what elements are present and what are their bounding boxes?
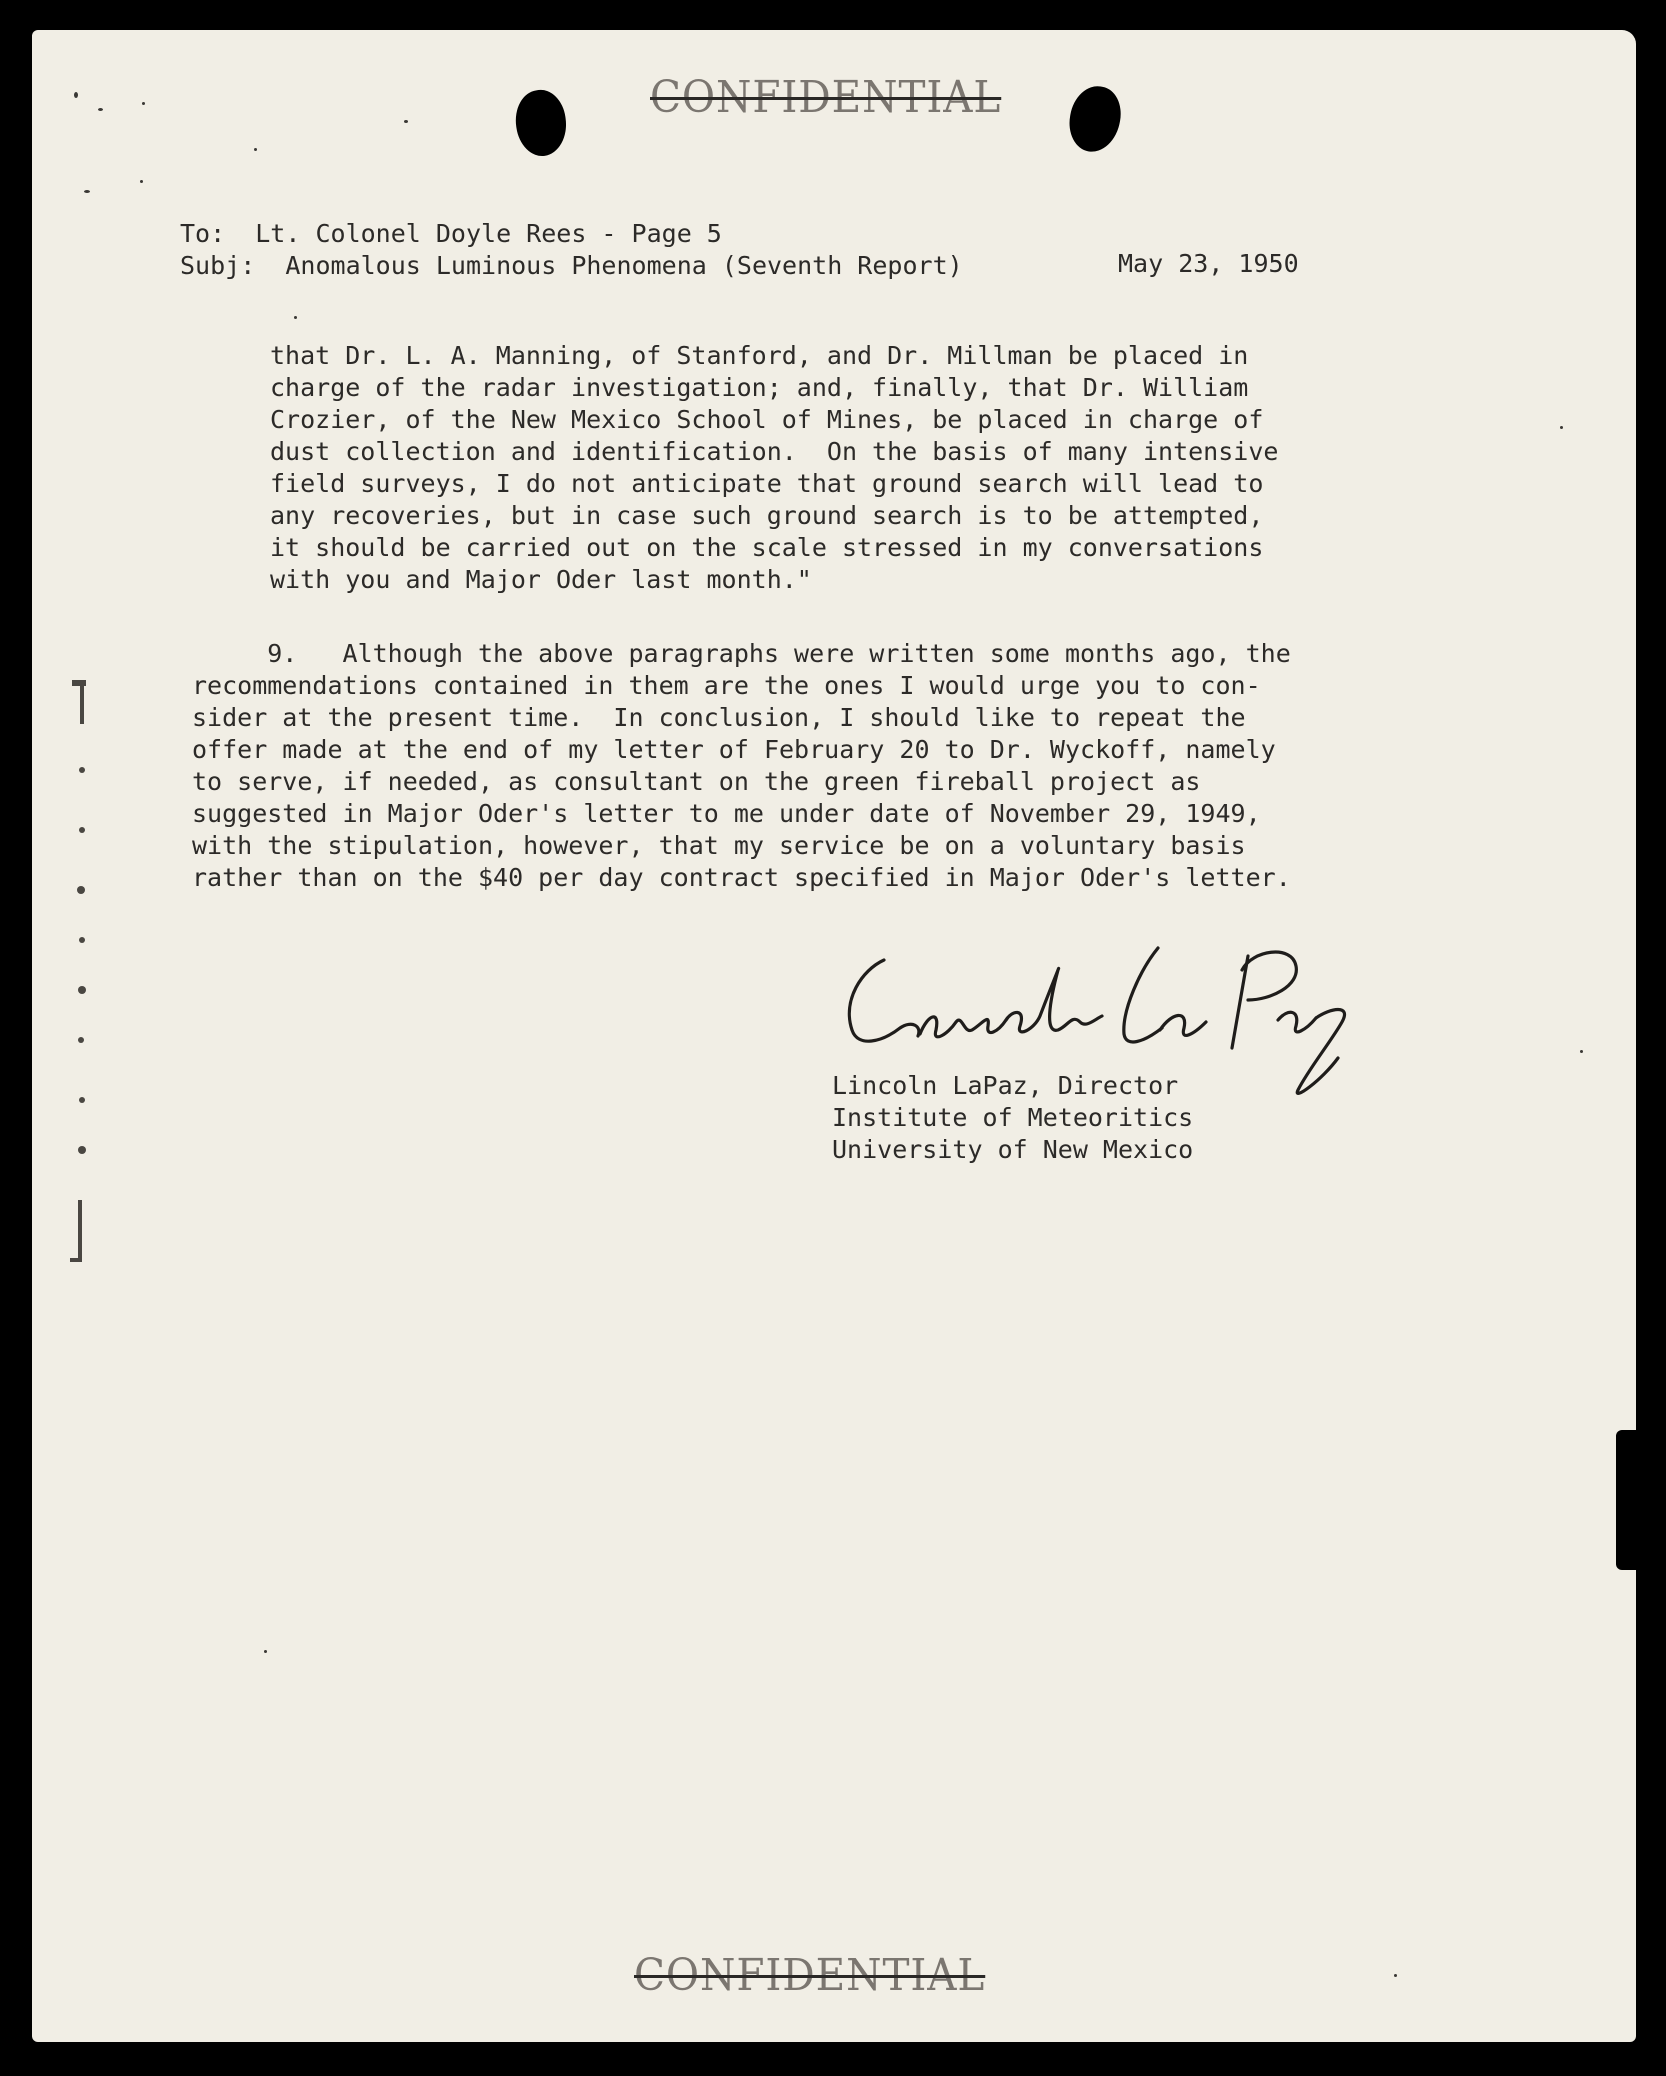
paragraph-nine <box>192 638 1291 894</box>
text-line: with you and Major Oder last month." <box>270 565 812 594</box>
text-line: Crozier, of the New Mexico School of Mines, be placed in charge of <box>270 405 1264 434</box>
punch-hole-right <box>1065 82 1126 156</box>
signer-name-title: Lincoln LaPaz, Director <box>832 1071 1179 1100</box>
text-line: with the stipulation, however, that my service be on a voluntary basis <box>192 831 1246 860</box>
text-line: suggested in Major Oder's letter to me under date of November 29, 1949, <box>192 799 1261 828</box>
signer-institute: Institute of Meteoritics <box>832 1103 1194 1132</box>
paper-speck <box>84 190 90 193</box>
text-line: dust collection and identification. On the basis of many intensive <box>270 437 1279 466</box>
text-line: recommendations contained in them are the ones I would urge you to con- <box>192 671 1261 700</box>
text-line: charge of the radar investigation; and, finally, that Dr. William <box>270 373 1249 402</box>
paper-speck <box>404 120 408 123</box>
text-line: rather than on the $40 per day contract specified in Major Oder's letter. <box>192 863 1291 892</box>
paper-speck <box>294 316 297 319</box>
paper-speck <box>98 108 103 111</box>
header-date: May 23, 1950 <box>1118 249 1299 278</box>
paper-speck <box>1560 426 1563 429</box>
text-line: sider at the present time. In conclusion, I should like to repeat the <box>192 703 1246 732</box>
paper-speck <box>254 148 257 151</box>
header-subject-line: Subj: Anomalous Luminous Phenomena (Seventh Report) <box>180 251 963 280</box>
letter-page <box>32 30 1636 2042</box>
signature-block <box>832 1070 1193 1166</box>
text-line: offer made at the end of my letter of February 20 to Dr. Wyckoff, namely <box>192 735 1276 764</box>
signer-university: University of New Mexico <box>832 1135 1194 1164</box>
paper-speck <box>1580 1050 1583 1053</box>
paragraph-continuation <box>270 340 1278 596</box>
punch-hole-left <box>512 87 571 159</box>
text-line: any recoveries, but in case such ground search is to be attempted, <box>270 501 1264 530</box>
paper-edge-tear <box>1616 1430 1636 1570</box>
paper-speck <box>1394 1974 1397 1977</box>
text-line: it should be carried out on the scale stressed in my conversations <box>270 533 1264 562</box>
header-to-line: To: Lt. Colonel Doyle Rees - Page 5 <box>180 219 722 248</box>
paper-speck <box>264 1650 267 1653</box>
confidential-stamp-top: CONFIDENTIAL <box>650 72 1002 123</box>
text-line: field surveys, I do not anticipate that ground search will lead to <box>270 469 1264 498</box>
staple-marks <box>70 680 92 1280</box>
paper-speck <box>140 180 143 183</box>
paper-speck <box>142 102 145 105</box>
text-line: to serve, if needed, as consultant on the green fireball project as <box>192 767 1201 796</box>
paper-speck <box>74 92 78 98</box>
text-line: that Dr. L. A. Manning, of Stanford, and Dr. Millman be placed in <box>270 341 1249 370</box>
confidential-stamp-bottom: CONFIDENTIAL <box>634 1950 986 2001</box>
text-line: 9. Although the above paragraphs were written some months ago, the <box>192 639 1291 668</box>
